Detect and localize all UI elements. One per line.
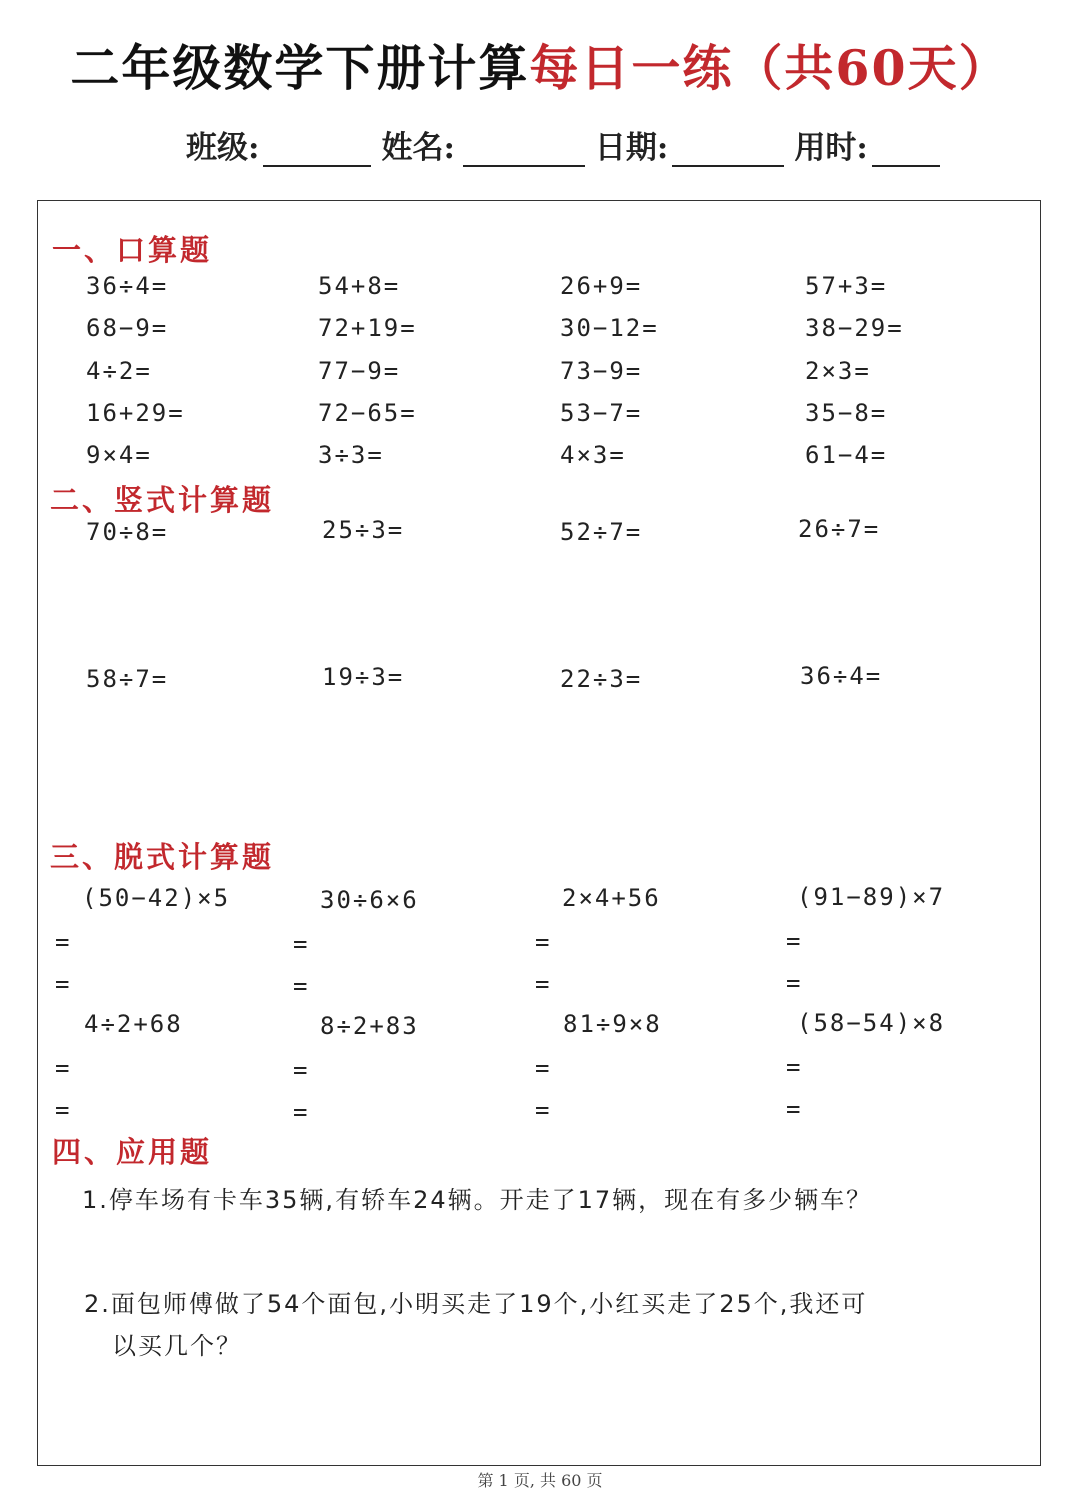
vertical-question: 36÷4=: [800, 662, 883, 690]
oral-question: 72+19=: [318, 314, 417, 342]
equals-sign: =: [786, 1095, 801, 1123]
vertical-question: 26÷7=: [798, 515, 881, 543]
stepwise-question: (91−89)×7: [797, 883, 946, 911]
class-label: 班级:: [186, 130, 260, 166]
oral-question: 9×4=: [86, 441, 152, 469]
oral-question: 77−9=: [318, 357, 401, 385]
stepwise-question: 8÷2+83: [320, 1012, 419, 1040]
stepwise-question: 4÷2+68: [84, 1010, 183, 1038]
date-label: 日期:: [594, 130, 669, 166]
date-blank[interactable]: [672, 135, 784, 167]
section-vertical-title: 二、竖式计算题: [50, 483, 275, 517]
oral-question: 61−4=: [805, 441, 888, 469]
oral-question: 3÷3=: [318, 441, 384, 469]
equals-sign: =: [55, 928, 70, 956]
vertical-question: 52÷7=: [560, 518, 643, 546]
equals-sign: =: [55, 970, 70, 998]
vertical-question: 25÷3=: [322, 516, 405, 544]
worksheet-frame: [37, 200, 1041, 1466]
section-oral-title: 一、口算题: [52, 233, 213, 267]
oral-question: 38−29=: [805, 314, 904, 342]
equals-sign: =: [786, 927, 801, 955]
equals-sign: =: [293, 1098, 308, 1126]
oral-question: 36÷4=: [86, 272, 169, 300]
equals-sign: =: [55, 1096, 70, 1124]
equals-sign: =: [535, 1096, 550, 1124]
oral-question: 4÷2=: [86, 357, 152, 385]
oral-question: 68−9=: [86, 314, 169, 342]
equals-sign: =: [293, 972, 308, 1000]
equals-sign: =: [786, 969, 801, 997]
page-title: [0, 30, 1080, 100]
oral-question: 30−12=: [560, 314, 659, 342]
page-footer: 第 1 页, 共 60 页: [477, 1471, 603, 1490]
vertical-question: 19÷3=: [322, 663, 405, 691]
equals-sign: =: [535, 928, 550, 956]
word-problem-2-line1: 2.面包师傅做了54个面包,小明买走了19个,小红买走了25个,我还可: [84, 1290, 868, 1318]
oral-question: 4×3=: [560, 441, 626, 469]
stepwise-question: (50−42)×5: [82, 884, 231, 912]
oral-question: 57+3=: [805, 272, 888, 300]
oral-question: 53−7=: [560, 399, 643, 427]
vertical-question: 70÷8=: [86, 518, 169, 546]
vertical-question: 58÷7=: [86, 665, 169, 693]
time-label: 用时:: [794, 130, 868, 166]
stepwise-question: 81÷9×8: [563, 1010, 662, 1038]
name-label: 姓名:: [381, 130, 455, 166]
word-problem-1: 1.停车场有卡车35辆,有轿车24辆。开走了17辆，现在有多少辆车？: [82, 1186, 873, 1214]
section-stepwise-title: 三、脱式计算题: [50, 840, 275, 874]
word-problem-2-line2: 以买几个？: [112, 1332, 242, 1360]
title-red: 每日一练（共60天）: [529, 39, 1010, 97]
oral-question: 2×3=: [805, 357, 871, 385]
equals-sign: =: [293, 930, 308, 958]
equals-sign: =: [535, 1054, 550, 1082]
title-black: 二年级数学下册计算: [70, 39, 530, 97]
oral-question: 73−9=: [560, 357, 643, 385]
equals-sign: =: [786, 1053, 801, 1081]
stepwise-question: (58−54)×8: [797, 1009, 946, 1037]
class-blank[interactable]: [263, 135, 371, 167]
time-blank[interactable]: [872, 135, 940, 167]
stepwise-question: 2×4+56: [562, 884, 661, 912]
section-word-problems-title: 四、应用题: [52, 1135, 213, 1169]
name-blank[interactable]: [463, 135, 585, 167]
vertical-question: 22÷3=: [560, 665, 643, 693]
oral-question: 35−8=: [805, 399, 888, 427]
equals-sign: =: [535, 970, 550, 998]
oral-question: 16+29=: [86, 399, 185, 427]
info-line: [186, 122, 950, 167]
equals-sign: =: [55, 1054, 70, 1082]
oral-question: 26+9=: [560, 272, 643, 300]
stepwise-question: 30÷6×6: [320, 886, 419, 914]
equals-sign: =: [293, 1056, 308, 1084]
oral-question: 54+8=: [318, 272, 401, 300]
oral-question: 72−65=: [318, 399, 417, 427]
